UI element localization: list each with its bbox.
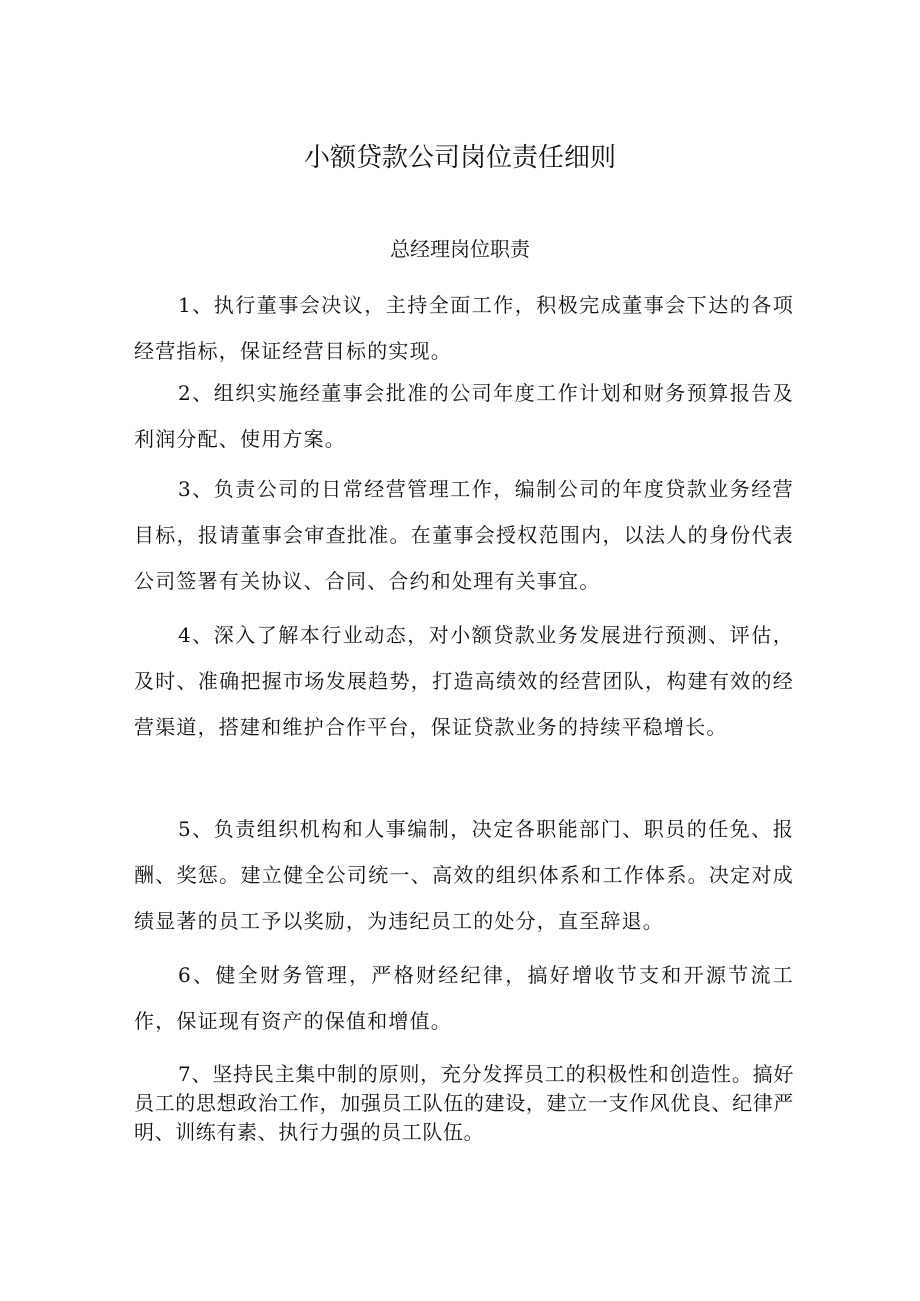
paragraph-1: 1、执行董事会决议，主持全面工作，积极完成董事会下达的各项经营指标，保证经营目标的实现。 [134,293,794,363]
paragraph-4: 4、深入了解本行业动态，对小额贷款业务发展进行预测、评估，及时、准确把握市场发展趋势，打造高绩效的经营团队，构建有效的经营渠道，搭建和维护合作平台，保证贷款业务的持续平稳增长。 [134,623,794,739]
paragraph-7: 7、坚持民主集中制的原则，充分发挥员工的积极性和创造性。搞好员工的思想政治工作，加强员工队伍的建设，建立一支作风优良、纪律严明、训练有素、执行力强的员工队伍。 [134,1062,794,1144]
paragraph-5: 5、负责组织机构和人事编制，决定各职能部门、职员的任免、报酬、奖惩。建立健全公司统一、高效的组织体系和工作体系。决定对成绩显著的员工予以奖励，为违纪员工的处分，直至辞退。 [134,817,794,933]
paragraph-2: 2、组织实施经董事会批准的公司年度工作计划和财务预算报告及利润分配、使用方案。 [134,381,794,451]
paragraph-6: 6、健全财务管理，严格财经纪律，搞好增收节支和开源节流工作，保证现有资产的保值和增值。 [134,963,794,1033]
paragraph-3: 3、负责公司的日常经营管理工作，编制公司的年度贷款业务经营目标，报请董事会审查批准。在董事会授权范围内，以法人的身份代表公司签署有关协议、合同、合约和处理有关事宜。 [134,477,794,593]
section-title: 总经理岗位职责 [390,237,530,261]
document-title: 小额贷款公司岗位责任细则 [303,143,616,173]
